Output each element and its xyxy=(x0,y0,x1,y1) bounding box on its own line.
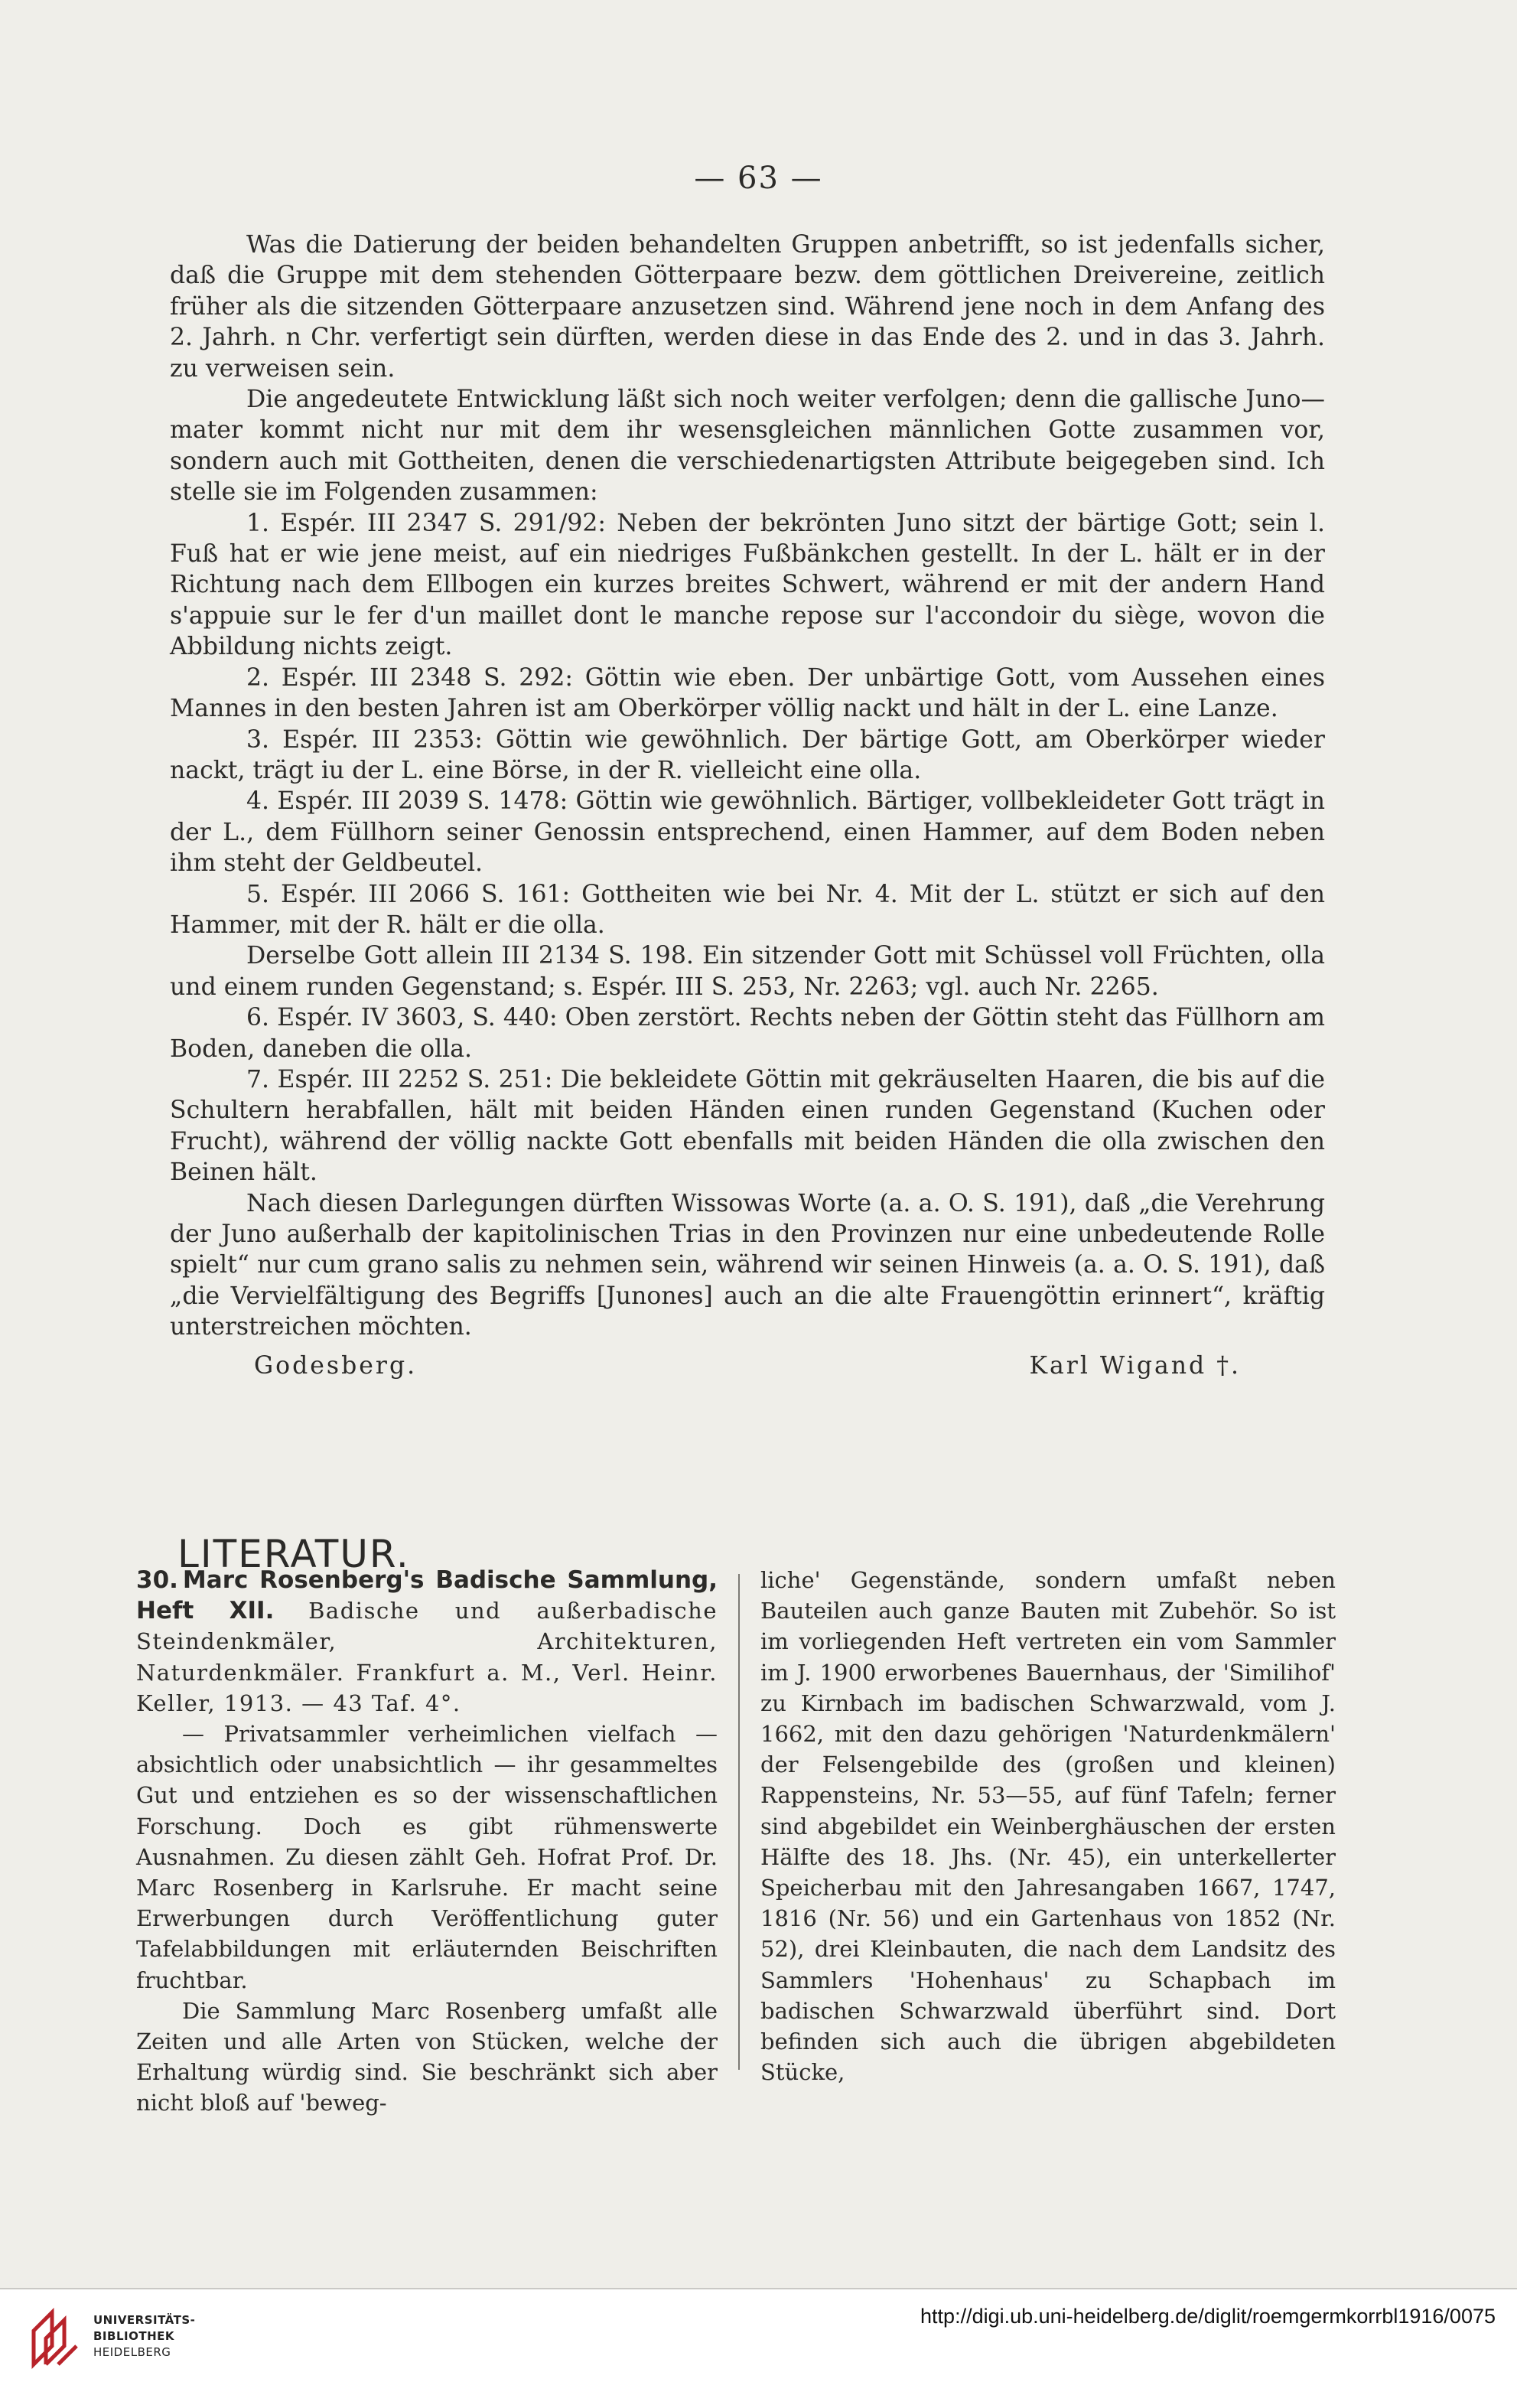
review-left-column xyxy=(136,1565,718,2116)
library-name-line: UNIVERSITÄTS- xyxy=(93,2313,196,2327)
paragraph: Nach diesen Darlegungen dürften Wissowas Worte (a. a. O. S. 191), daß „die Verehrung der Juno außerhalb der kapitolinischen Trias in den Provinzen nur eine unbedeutende Rolle spielt“ nur cum grano salis zu nehmen sein, während wir seinen Hinweis (a. a. O. S. 191), daß „die Vervielfältigung des Begriffs [Junones] auch an die alte Frauengöttin erinnert“, kräftig unterstreichen möchten. xyxy=(170,1189,1325,1341)
library-name-line: BIBLIOTHEK xyxy=(93,2329,174,2343)
list-entry: 5. Espér. III 2066 S. 161: Gottheiten wie bei Nr. 4. Mit der L. stützt er sich auf den Hammer, mit der R. hält er die olla. xyxy=(170,880,1325,939)
review-paragraph: — Privatsammler verheimlichen vielfach — absichtlich oder unabsichtlich — ihr gesammeltes Gut und entziehen es so der wissenschaftlichen Forschung. Doch es gibt rühmenswerte Ausnahmen. Zu diesen zählt Geh. Hofrat Prof. Dr. Marc Rosenberg in Karlsruhe. Er macht seine Erwerbungen durch Veröffentlichung guter Tafelabbildungen mit erläuternden Beischriften fruchtbar. xyxy=(136,1721,718,1993)
list-entry: 1. Espér. III 2347 S. 291/92: Neben der bekrönten Juno sitzt der bärtige Gott; sein l. Fuß hat er wie jene meist, auf ein niedriges Fußbänkchen gestellt. In der L. hält er in der Richtung nach dem Ellbogen ein kurzes breites Schwert, während er mit der andern Hand s'appuie sur le fer d'un maillet dont le manche repose sur l'accondoir du siège, wovon die Abbildung nichts zeigt. xyxy=(170,509,1325,661)
paragraph: Derselbe Gott allein III 2134 S. 198. Ein sitzender Gott mit Schüssel voll Früchten, olla und einem runden Gegenstand; s. Espér. III S. 253, Nr. 2263; vgl. auch Nr. 2265. xyxy=(170,942,1325,1001)
review-heading xyxy=(136,1565,718,1719)
university-logo-icon[interactable] xyxy=(29,2308,84,2369)
permalink-url[interactable]: http://digi.ub.uni-heidelberg.de/diglit/roemgermkorrbl1916/0075 xyxy=(920,2305,1496,2328)
review-paragraph: Die Sammlung Marc Rosenberg umfaßt alle Zeiten und alle Arten von Stücken, welche der Erhaltung würdig sind. Sie beschränkt sich aber nicht bloß auf 'beweg- xyxy=(136,1997,718,2116)
list-entry: 3. Espér. III 2353: Göttin wie gewöhnlich. Der bärtige Gott, am Oberkörper wieder nackt, trägt iu der L. eine Börse, in der R. vielleicht eine olla. xyxy=(170,725,1325,784)
list-entry: 7. Espér. III 2252 S. 251: Die bekleidete Göttin mit gekräuselten Haaren, die bis auf die Schultern herabfallen, hält mit beiden Händen einen runden Gegenstand (Kuchen oder Frucht), während der völlig nackte Gott ebenfalls mit beiden Händen die olla zwischen den Beinen hält. xyxy=(170,1065,1325,1187)
paragraph: Die angedeutete Entwicklung läßt sich noch weiter verfolgen; denn die gallische Juno—mater kommt nicht nur mit dem ihr wesensgleichen männlichen Gotte zusammen vor, sondern auch mit Gottheiten, denen die verschiedenartigsten Attribute beigegeben sind. Ich stelle sie im Folgenden zusammen: xyxy=(170,386,1325,507)
review-columns xyxy=(136,1565,1336,2116)
review-number: 30. xyxy=(136,1566,178,1594)
review-right-column xyxy=(760,1565,1336,2085)
footer-bar xyxy=(0,2288,1517,2408)
review-paragraph: liche' Gegenstände, sondern umfaßt neben Bauteilen auch ganze Bauten mit Zubehör. So ist im vorliegenden Heft vertreten ein vom Sammler im J. 1900 erworbenes Bauernhaus, der 'Similihof' zu Kirnbach im badischen Schwarzwald, vom J. 1662, mit den dazu gehörigen 'Naturdenkmälern' der Felsengebilde des (großen und kleinen) Rappensteins, Nr. 53—55, auf fünf Tafeln; ferner sind abgebildet ein Weinberghäuschen der ersten Hälfte des 18. Jhs. (Nr. 45), ein unterkellerter Speicherbau mit den Jahresangaben 1667, 1747, 1816 (Nr. 56) und ein Gartenhaus von 1852 (Nr. 52), drei Kleinbauten, die nach dem Landsitz des Sammlers 'Hohenhaus' zu Schapbach im badischen Schwarzwald überführt sind. Dort befinden sich auch die übrigen abgebildeten Stücke, xyxy=(760,1567,1336,2086)
review-subtitle: Badische und außerbadische Steindenkmäler, Architekturen, Naturdenkmäler. Frankfurt a. M., Verl. Heinr. Keller, 1913. — 43 Taf. 4°. xyxy=(136,1598,718,1716)
section-heading: LITERATUR. xyxy=(177,1531,410,1576)
signature-place: Godesberg. xyxy=(254,1351,418,1380)
article-body xyxy=(170,230,1325,1381)
page-number: — 63 — xyxy=(694,161,823,196)
signature-row xyxy=(170,1351,1325,1381)
list-entry: 2. Espér. III 2348 S. 292: Göttin wie eben. Der unbärtige Gott, vom Aussehen eines Mannes in den besten Jahren ist am Oberkörper völlig nackt und hält in der L. eine Lanze. xyxy=(170,663,1325,723)
library-name xyxy=(93,2312,195,2361)
review-title: Marc Rosenberg's Badische Sammlung, Heft XII. xyxy=(136,1566,718,1625)
list-entry: 6. Espér. IV 3603, S. 440: Oben zerstört. Rechts neben der Göttin steht das Füllhorn am Boden, daneben die olla. xyxy=(170,1004,1325,1063)
paragraph: Was die Datierung der beiden behandelten Gruppen anbetrifft, so ist jedenfalls sicher, daß die Gruppe mit dem stehenden Götterpaare bezw. dem göttlichen Dreivereine, zeitlich früher als die sitzenden Götterpaare anzusetzen sind. Während jene noch in dem Anfang des 2. Jahrh. n Chr. verfertigt sein dürften, werden diese in das Ende des 2. und in das 3. Jahrh. zu verweisen sein. xyxy=(170,231,1325,383)
column-divider xyxy=(738,1574,740,2070)
signature-author: Karl Wigand †. xyxy=(1029,1351,1241,1380)
library-name-line: HEIDELBERG xyxy=(93,2345,171,2359)
list-entry: 4. Espér. III 2039 S. 1478: Göttin wie gewöhnlich. Bärtiger, vollbekleideter Gott trägt in der L., dem Füllhorn seiner Genossin entsprechend, einen Hammer, auf dem Boden neben ihm steht der Geldbeutel. xyxy=(170,787,1325,878)
